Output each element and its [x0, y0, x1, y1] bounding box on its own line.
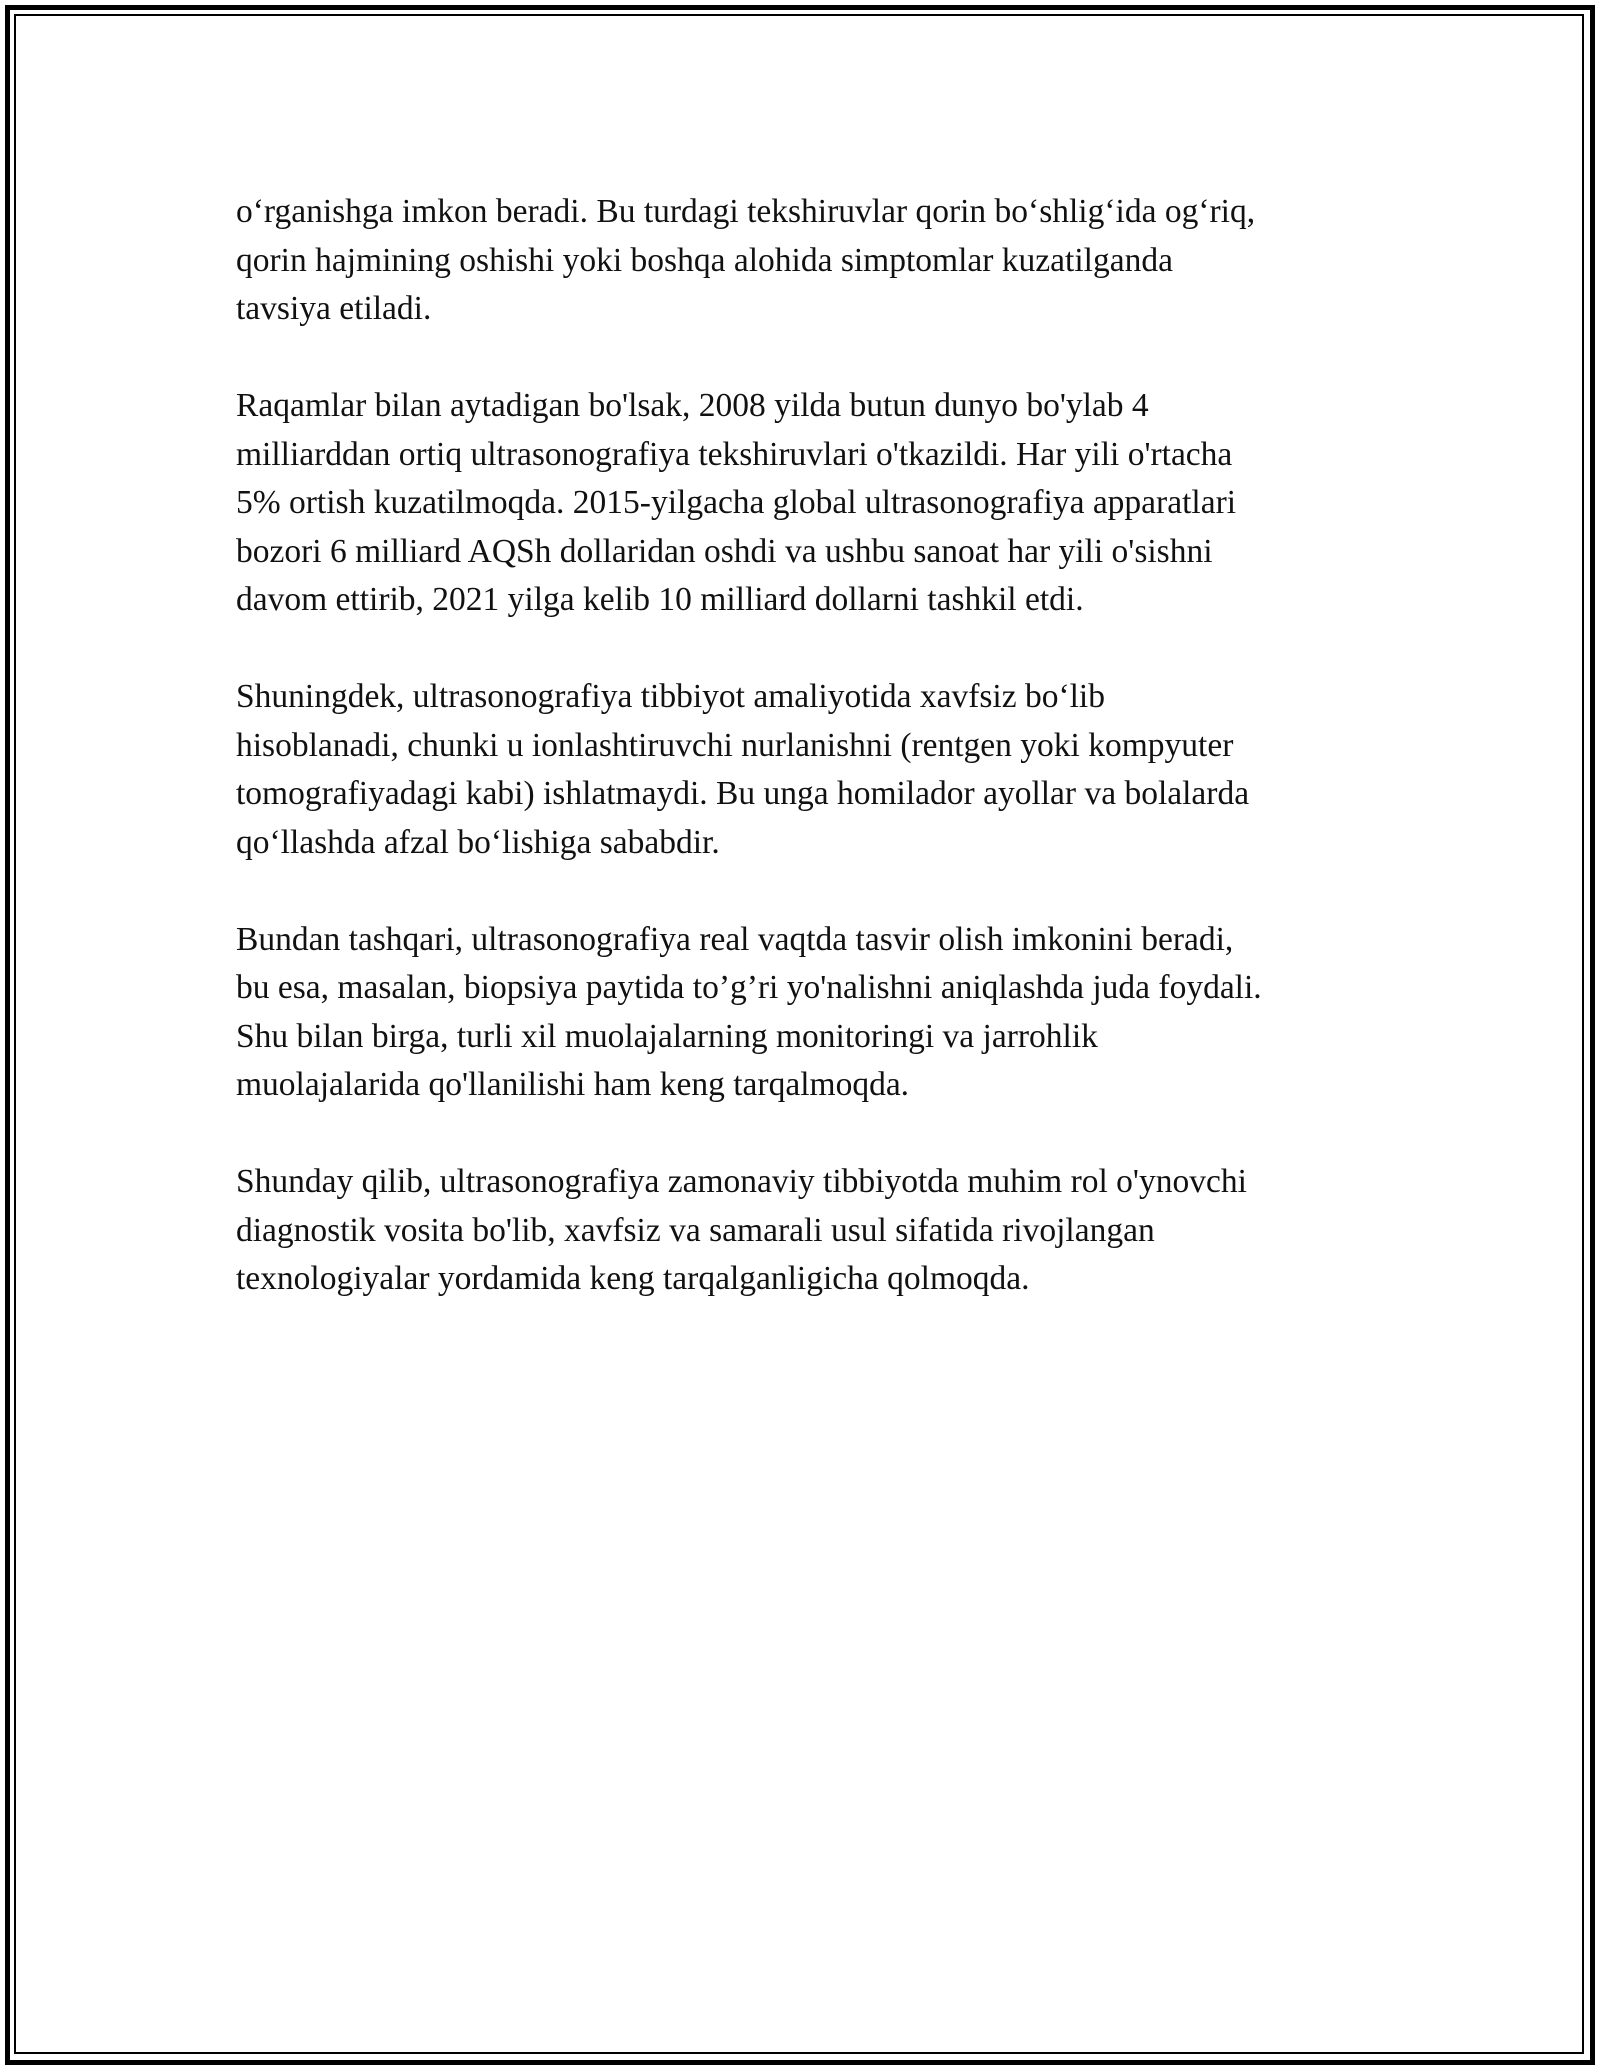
paragraph-3: Shuningdek, ultrasonografiya tibbiyot amaliyotida xavfsiz bo‘lib hisoblanadi, chunki u ionlashtiruvchi nurlanishni (rentgen yoki kompyuter tomografiyadagi kabi) ishlatmaydi. Bu unga homilador ayollar va bolalarda qo‘llashda afzal bo‘lishiga sababdir. — [236, 678, 1250, 861]
paragraph-4: Bundan tashqari, ultrasonografiya real vaqtda tasvir olish imkonini beradi, bu esa, masalan, biopsiya paytida to’g’ri yo'nalishni aniqlashda juda foydali. Shu bilan birga, turli xil muolajalarning monitoringi va jarrohlik muolajalarida qo'llanilishi ham keng tarqalmoqda. — [236, 920, 1262, 1103]
paragraph-2: Raqamlar bilan aytadigan bo'lsak, 2008 yilda butun dunyo bo'ylab 4 milliarddan ortiq ultrasonografiya tekshiruvlari o'tkazildi. Har yili o'rtacha 5% ortish kuzatilmoqda. 2015-yilgacha global ultrasonografiya apparatlari bozori 6 milliard AQSh dollaridan oshdi va ushbu sanoat har yili o'sishni davom ettirib, 2021 yilga kelib 10 milliard dollarni tashkil etdi. — [236, 387, 1237, 618]
document-body — [236, 188, 1366, 1352]
paragraph-5: Shunday qilib, ultrasonografiya zamonaviy tibbiyotda muhim rol o'ynovchi diagnostik vosita bo'lib, xavfsiz va samarali usul sifatida rivojlangan texnologiyalar yordamida keng tarqalganligicha qolmoqda. — [236, 1163, 1247, 1297]
paragraph-1: o‘rganishga imkon beradi. Bu turdagi tekshiruvlar qorin bo‘shlig‘ida og‘riq, qorin hajmining oshishi yoki boshqa alohida simptomlar kuzatilganda tavsiya etiladi. — [236, 193, 1256, 327]
